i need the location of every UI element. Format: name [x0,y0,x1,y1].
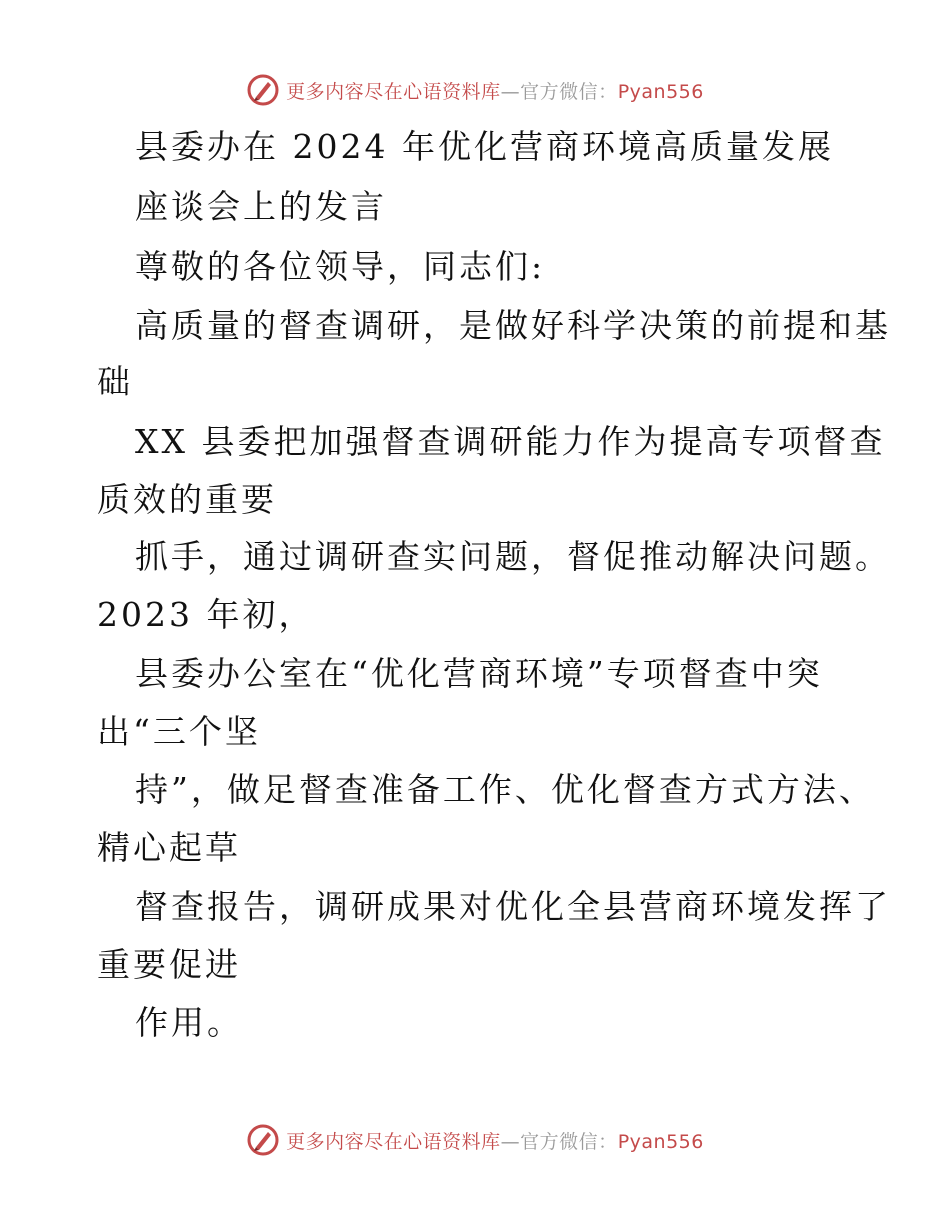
title-line-1: 县委办在 2024 年优化营商环境高质量发展 [135,127,834,166]
paragraph-line: 出“三个坚 [97,712,261,751]
paragraph-line: 抓手，通过调研查实问题，督促推动解决问题。 [135,537,891,576]
watermark-text: 更多内容尽在心语资料库—官方微信：Pyan556 [286,80,704,103]
paragraph-line: 质效的重要 [97,480,277,519]
paragraph-line: 高质量的督查调研，是做好科学决策的前提和基 [135,306,891,345]
paragraph-line: 县委办公室在“优化营商环境”专项督查中突 [135,654,823,693]
paragraph-line: 精心起草 [97,828,241,867]
salutation: 尊敬的各位领导，同志们: [135,247,546,286]
watermark-text: 更多内容尽在心语资料库—官方微信：Pyan556 [286,1130,704,1153]
pen-circle-logo-icon [246,1123,280,1157]
pen-circle-logo-icon [246,73,280,107]
paragraph-line: 作用。 [135,1003,243,1042]
paragraph-line: 础 [97,362,133,401]
paragraph-line: 重要促进 [97,945,241,984]
header-watermark [0,70,950,110]
paragraph-line: 督查报告，调研成果对优化全县营商环境发挥了 [135,887,891,926]
paragraph-line: XX 县委把加强督查调研能力作为提高专项督查 [135,422,886,461]
paragraph-line: 持”，做足督查准备工作、优化督查方式方法、 [135,770,875,809]
footer-watermark [0,1120,950,1160]
paragraph-line: 2023 年初， [97,595,315,634]
title-line-2: 座谈会上的发言 [135,187,387,226]
